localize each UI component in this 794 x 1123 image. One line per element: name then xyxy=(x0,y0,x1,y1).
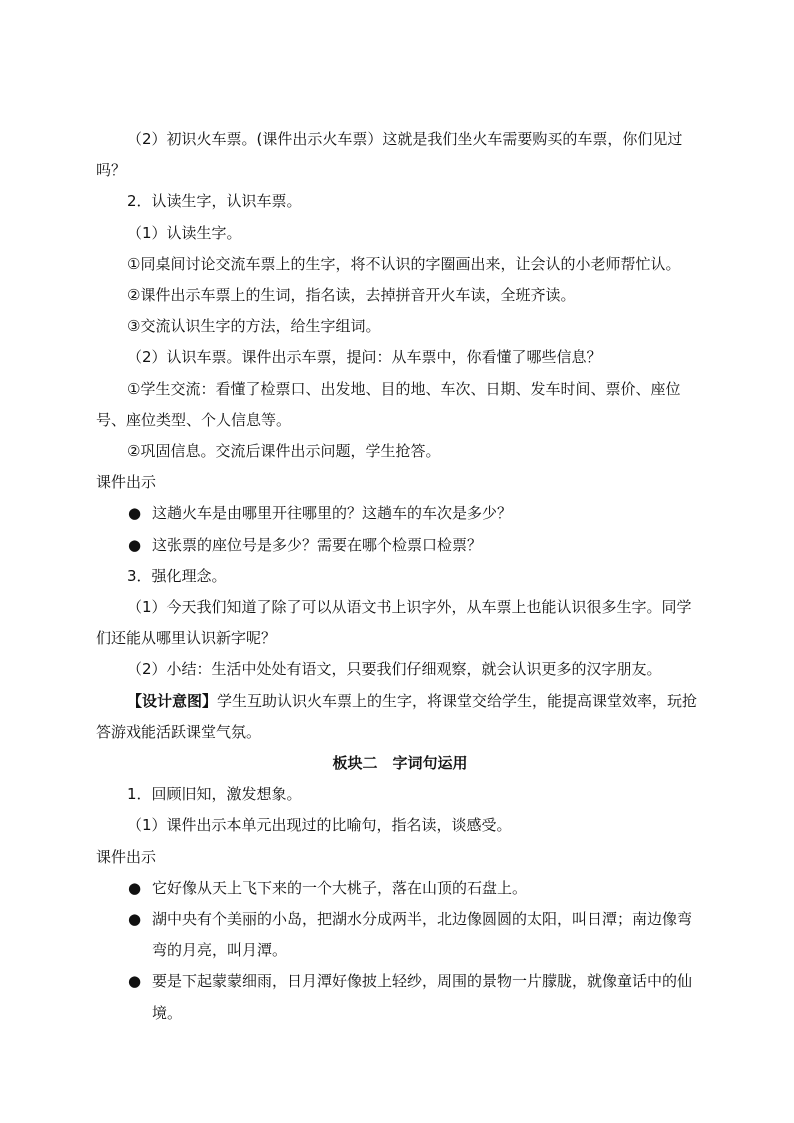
bullet-text: 湖中央有个美丽的小岛，把湖水分成两半，北边像圆圆的太阳，叫日潭；南边像弯弯的月亮，叫月潭。 xyxy=(152,910,693,960)
bullet-icon: ● xyxy=(128,972,142,991)
paragraph: 2．认读生字，认识车票。 xyxy=(127,192,302,211)
design-intent-paragraph xyxy=(96,686,704,748)
bullet-item xyxy=(96,873,704,904)
bullet-item xyxy=(96,530,704,561)
paragraph: （2）初识火车票。(课件出示火车票）这就是我们坐火车需要购买的车票，你们见过吗？ xyxy=(96,130,683,180)
bullet-item xyxy=(96,904,704,966)
section-heading: 板块二 字词句运用 xyxy=(332,754,468,773)
paragraph: （1）认读生字。 xyxy=(127,223,242,242)
paragraph: ①学生交流：看懂了检票口、出发地、目的地、车次、日期、发车时间、票价、座位号、座位类型、个人信息等。 xyxy=(96,379,681,429)
bullet-text: 要是下起蒙蒙细雨，日月潭好像披上轻纱，周围的景物一片朦胧，就像童话中的仙境。 xyxy=(152,972,693,1022)
bullet-icon: ● xyxy=(128,535,142,554)
bullet-icon: ● xyxy=(128,910,142,929)
bullet-text: 这张票的座位号是多少？需要在哪个检票口检票？ xyxy=(152,535,483,554)
bullet-item xyxy=(96,966,704,1028)
bullet-text: 这趟火车是由哪里开往哪里的？这趟车的车次是多少？ xyxy=(152,504,513,523)
paragraph: （2）小结：生活中处处有语文，只要我们仔细观察，就会认识更多的汉字朋友。 xyxy=(127,660,662,679)
bullet-icon: ● xyxy=(128,504,142,523)
paragraph: ②巩固信息。交流后课件出示问题，学生抢答。 xyxy=(127,442,441,461)
paragraph: 3．强化理念。 xyxy=(127,566,227,585)
bullet-icon: ● xyxy=(128,878,142,897)
paragraph: （2）认识车票。课件出示车票，提问：从车票中，你看懂了哪些信息？ xyxy=(127,348,602,367)
paragraph: （1）今天我们知道了除了可以从语文书上识字外，从车票上也能认识很多生字。同学们还能从哪里认识新字呢？ xyxy=(96,598,692,648)
paragraph: ①同桌间讨论交流车票上的生字，将不认识的字圈画出来，让会认的小老师帮忙认。 xyxy=(127,254,681,273)
courseware-label: 课件出示 xyxy=(96,473,157,492)
paragraph: ②课件出示车票上的生词，指名读，去掉拼音开火车读，全班齐读。 xyxy=(127,286,576,305)
courseware-label: 课件出示 xyxy=(96,847,157,866)
bullet-text: 它好像从天上飞下来的一个大桃子，落在山顶的石盘上。 xyxy=(152,878,528,897)
paragraph: （1）课件出示本单元出现过的比喻句，指名读，谈感受。 xyxy=(127,816,512,835)
design-intent-label: 【设计意图】 xyxy=(127,691,218,710)
paragraph: 1．回顾旧知，激发想象。 xyxy=(127,785,302,804)
design-intent-text: 学生互助认识火车票上的生字，将课堂交给学生，能提高课堂效率，玩抢答游戏能活跃课堂气氛。 xyxy=(96,691,698,741)
paragraph: ③交流认识生字的方法，给生字组词。 xyxy=(127,317,381,336)
bullet-item xyxy=(96,498,704,529)
